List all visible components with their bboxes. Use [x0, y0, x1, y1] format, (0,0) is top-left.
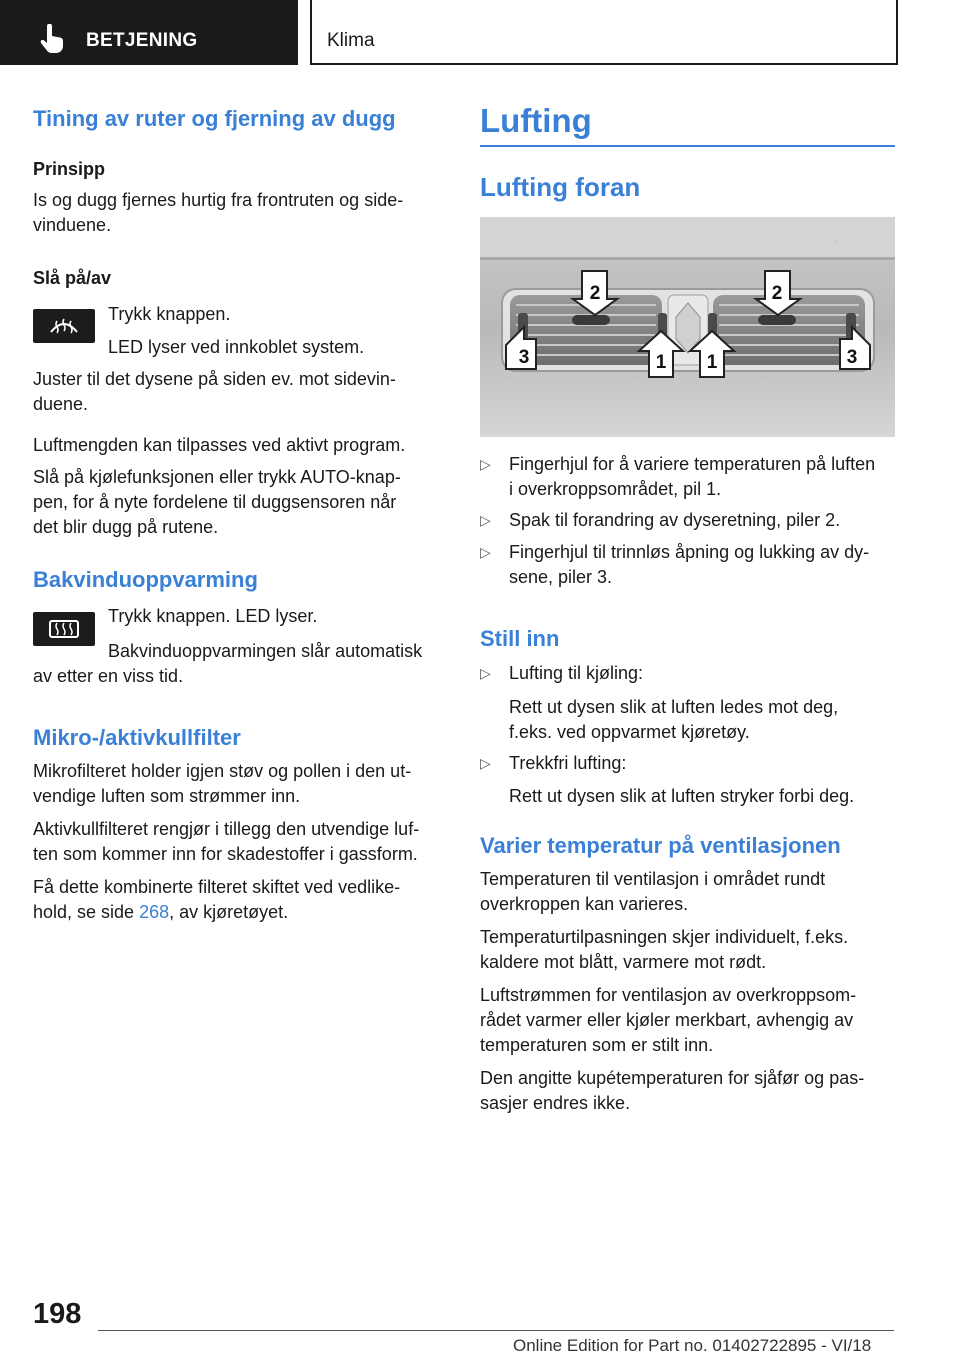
- vent-photo: [480, 217, 895, 437]
- filter1-line-1: Mikrofilteret holder igjen støv og pollen i den ut-: [33, 761, 412, 781]
- filter2-line-1: Aktivkullfilteret rengjør i tillegg den utvendige luf-: [33, 819, 420, 839]
- hand-pointer-icon: [38, 24, 66, 54]
- vent-label: 2: [589, 283, 601, 304]
- press-button-text: Trykk knappen.: [108, 304, 231, 324]
- heading-defrost: Tining av ruter og fjerning av dugg: [33, 106, 396, 131]
- temp1-line-2: overkroppen kan varieres.: [480, 894, 689, 914]
- list-item-line: Trekkfri lufting:: [509, 753, 627, 773]
- list-item-line: f.eks. ved oppvarmet kjøretøy.: [509, 722, 750, 742]
- principle-line-1: Is og dugg fjernes hurtig fra frontruten og side-: [33, 190, 404, 210]
- heading-front-ventilation: Lufting foran: [480, 172, 641, 202]
- rear-defrost-button-icon: [33, 612, 95, 646]
- chapter-tab[interactable]: [310, 0, 898, 65]
- bullet-triangle-icon: ▷: [480, 755, 491, 771]
- vent-label: 3: [846, 347, 858, 368]
- cool-line-1: Slå på kjølefunksjonen eller trykk AUTO-knap-: [33, 467, 401, 487]
- svg-text:·: ·: [835, 237, 838, 246]
- page-link-268[interactable]: 268: [139, 902, 170, 922]
- principle-line-2: vinduene.: [33, 215, 112, 235]
- temp4-line-2: sasjer endres ikke.: [480, 1093, 631, 1113]
- air-vent-illustration: [480, 217, 895, 437]
- adjust-line-1: Juster til det dysene på siden ev. mot sidevin-: [33, 369, 396, 389]
- temp1-line-1: Temperaturen til ventilasjon i området rundt: [480, 869, 826, 889]
- filter1-line-2: vendige luften som strømmer inn.: [33, 786, 301, 806]
- led-on-text: LED lyser ved innkoblet system.: [108, 337, 365, 357]
- cool-line-3: det blir dugg på rutene.: [33, 517, 219, 537]
- list-item-line: Lufting til kjøling:: [509, 663, 644, 683]
- subheading-on-off: Slå på/av: [33, 268, 112, 288]
- filter3-line-1: Få dette kombinerte filteret skiftet ved vedlike-: [33, 877, 401, 897]
- list-item-line: Fingerhjul for å variere temperaturen på luften: [509, 454, 876, 474]
- rear-press-text: Trykk knappen. LED lyser.: [108, 606, 318, 626]
- filter3-text-a: hold, se side: [33, 902, 140, 922]
- rear-window-defrost-icon: [33, 612, 95, 646]
- rear-auto-line-2: av etter en viss tid.: [33, 666, 184, 686]
- list-item-line: sene, piler 3.: [509, 567, 613, 587]
- heading-vary-temperature: Varier temperatur på ventilasjonen: [480, 833, 841, 858]
- temp2-line-2: kaldere mot blått, varmere mot rødt.: [480, 952, 767, 972]
- filter3-text-b: , av kjøretøyet.: [169, 902, 289, 922]
- bullet-triangle-icon: ▷: [480, 665, 491, 681]
- footer-rule: [98, 1330, 894, 1331]
- temp4-line-1: Den angitte kupétemperaturen for sjåfør og pas-: [480, 1068, 865, 1088]
- heading-rule: [480, 145, 895, 147]
- page-number: 198: [33, 1298, 82, 1330]
- cool-line-2: pen, for å nyte fordelene til duggsensoren når: [33, 492, 397, 512]
- list-item-line: Fingerhjul til trinnløs åpning og lukking av dy-: [509, 542, 870, 562]
- heading-rear-window: Bakvinduoppvarming: [33, 567, 258, 592]
- heading-filter: Mikro-/aktivkullfilter: [33, 725, 241, 750]
- vent-label: 1: [655, 352, 667, 373]
- vent-label: 3: [518, 347, 530, 368]
- temp2-line-1: Temperaturtilpasningen skjer individuelt, f.eks.: [480, 927, 849, 947]
- front-defrost-button-icon: [33, 309, 95, 343]
- vent-label: 2: [771, 283, 783, 304]
- vent-label: 1: [706, 352, 718, 373]
- list-item-line: Rett ut dysen slik at luften stryker forbi deg.: [509, 786, 855, 806]
- filter3-line-2: [33, 900, 288, 925]
- temp3-line-1: Luftstrømmen for ventilasjon av overkroppsom-: [480, 985, 857, 1005]
- section-tab-label: BETJENING: [86, 30, 198, 51]
- bullet-triangle-icon: ▷: [480, 544, 491, 560]
- bullet-triangle-icon: ▷: [480, 512, 491, 528]
- list-item-line: i overkroppsområdet, pil 1.: [509, 479, 722, 499]
- chapter-tab-label: Klima: [327, 30, 375, 51]
- list-item-line: Spak til forandring av dyseretning, piler 2.: [509, 510, 841, 530]
- heading-adjust: Still inn: [480, 626, 560, 651]
- list-item-line: Rett ut dysen slik at luften ledes mot deg,: [509, 697, 839, 717]
- filter2-line-2: ten som kommer inn for skadestoffer i gassform.: [33, 844, 418, 864]
- edition-text: Online Edition for Part no. 01402722895 - VI/18: [513, 1336, 872, 1355]
- temp3-line-2: rådet varmer eller kjøler merkbart, avhengig av: [480, 1010, 854, 1030]
- bullet-triangle-icon: ▷: [480, 456, 491, 472]
- section-tab[interactable]: [0, 0, 298, 65]
- subheading-principle: Prinsipp: [33, 159, 106, 179]
- airflow-text: Luftmengden kan tilpasses ved aktivt program.: [33, 435, 406, 455]
- rear-auto-line-1: Bakvinduoppvarmingen slår automatisk: [108, 641, 423, 661]
- windshield-defrost-icon: [33, 309, 95, 343]
- adjust-line-2: duene.: [33, 394, 89, 414]
- heading-ventilation: Lufting: [480, 102, 592, 139]
- temp3-line-3: temperaturen som er stilt inn.: [480, 1035, 714, 1055]
